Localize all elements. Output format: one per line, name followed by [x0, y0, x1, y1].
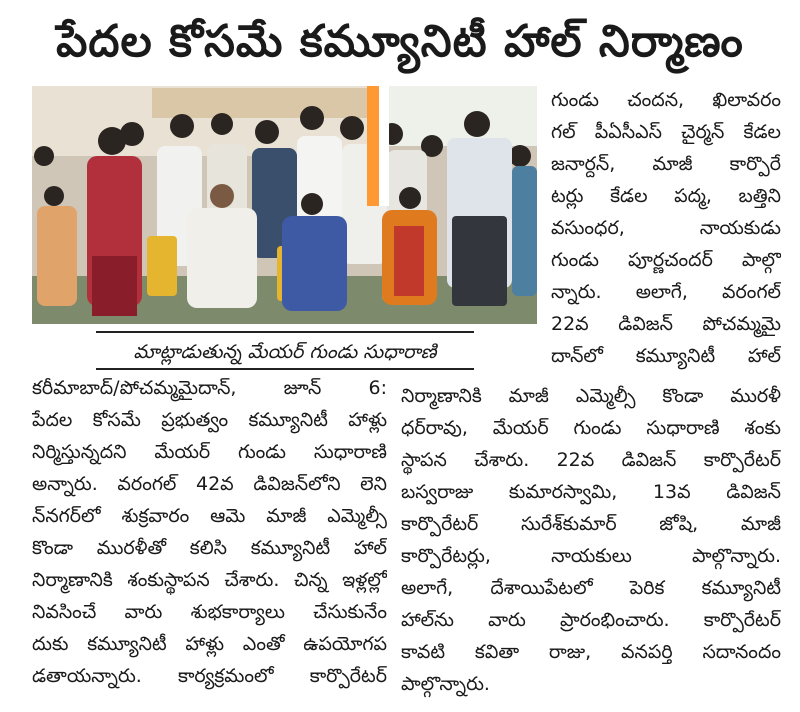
clipped-top-edge: [0, 0, 800, 8]
text-line: వసుంధర, నాయకుడు: [551, 217, 781, 239]
text-line: కార్పొరేటర్లు, నాయకులు పాల్గొన్నారు.: [401, 545, 781, 567]
text-line: నిర్మాణానికి మాజీ ఎమ్మెల్సీ కొండా మురళీ: [401, 385, 781, 407]
text-line: గుండు చందన, ఖిలావరం: [551, 89, 781, 111]
caption-bottom-rule: [96, 368, 474, 370]
text-line: టర్లు కేడల పద్మ, బత్తిని: [551, 185, 781, 207]
body-column-right-top: [551, 84, 781, 372]
caption-top-rule: [96, 331, 474, 333]
news-photo: [32, 86, 537, 324]
text-line: పాల్గొన్నారు.: [401, 673, 490, 695]
news-photo-illustration: [32, 86, 537, 324]
text-line: జనార్దన్, మాజీ కార్పొరే: [551, 153, 781, 175]
text-line: బస్వరాజు కుమారస్వామి, 13వ డివిజన్: [401, 481, 781, 503]
body-column-left: [32, 372, 387, 692]
text-line: డతాయన్నారు. కార్యక్రమంలో కార్పొరేటర్: [32, 665, 387, 687]
photo-caption: మాట్లాడుతున్న మేయర్ గుండు సుధారాణి: [133, 341, 437, 363]
text-line: గుండు పూర్ణచందర్ పాల్గొ: [551, 249, 781, 271]
text-line: పేదల కోసమే ప్రభుత్వం కమ్యూనిటీ హాళ్లు: [32, 409, 387, 431]
text-line: నివసించే వారు శుభకార్యాలు చేసుకునేం: [32, 601, 387, 623]
text-line: ధర్‌రావు, మేయర్ గుండు సుధారాణి శంకు: [401, 417, 781, 439]
text-line: నిర్మాణానికి శంకుస్థాపన చేశారు. చిన్న ఇళ్లల్లో: [32, 569, 387, 591]
text-line: దాన్‌లో కమ్యూనిటీ హాల్: [551, 345, 781, 367]
text-line: కావటి కవితా రాజు, వనపర్తి సదానందం: [401, 641, 781, 663]
text-line: అన్నారు. వరంగల్ 42వ డివిజన్‌లోని లెని: [32, 473, 387, 495]
body-column-right-bottom: [401, 380, 781, 700]
text-line: నిర్మిస్తున్నదని మేయర్ గుండు సుధారాణి: [32, 441, 387, 463]
text-line: అలాగే, దేశాయిపేటలో పెరిక కమ్యూనిటీ: [401, 577, 781, 599]
text-line: దుకు కమ్యూనిటీ హాళ్లు ఎంతో ఉపయోగప: [32, 633, 387, 655]
text-line: గల్ పీఏసీఎస్ చైర్మన్ కేడల: [551, 121, 781, 143]
text-line: న్నారు. అలాగే, వరంగల్: [551, 281, 781, 303]
text-line: కార్పొరేటర్ సురేశ్‌కుమార్ జోషి, మాజీ: [401, 513, 781, 535]
text-line: స్థాపన చేశారు. 22వ డివిజన్ కార్పొరేటర్: [401, 449, 781, 471]
text-line: 22వ డివిజన్ పోచమ్మమై: [551, 313, 781, 335]
text-line: కొండా మురళీతో కలిసి కమ్యూనిటీ హాల్: [32, 537, 387, 559]
text-line: హాల్‌ను వారు ప్రారంభించారు. కార్పొరేటర్: [401, 609, 781, 631]
dateline: కరీమాబాద్/పోచమ్మమైదాన్, జూన్ 6:: [32, 377, 387, 399]
headline: పేదల కోసమే కమ్యూనిటీ హాల్ నిర్మాణం: [56, 16, 744, 67]
text-line: న్‌నగర్‌లో శుక్రవారం ఆమె మాజీ ఎమ్మెల్సీ: [32, 505, 387, 527]
